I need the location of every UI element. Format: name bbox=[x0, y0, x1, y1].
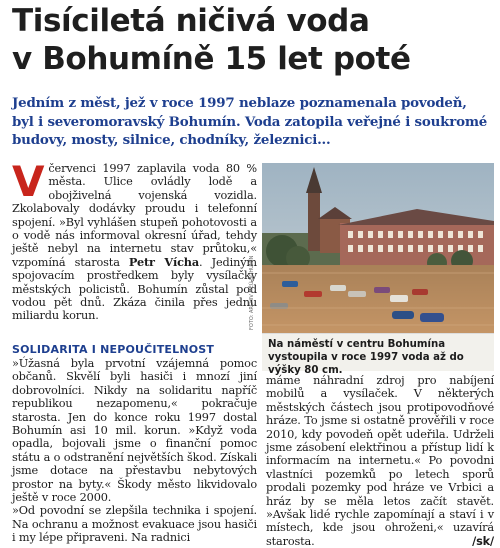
article-lead: Jedním z měst, jež v roce 1997 neblaze poznamenala povodeň, byl i severomoravský Bohumín. Voda zatopila veřejné i soukromé budovy, mosty, silnice, chodníky, železnici... bbox=[12, 95, 488, 148]
article-headline bbox=[12, 2, 492, 78]
photo-caption: Na náměstí v centru Bohumína vystoupila v roce 1997 voda až do výšky 80 cm. bbox=[262, 333, 494, 371]
flood-photo bbox=[262, 163, 494, 333]
section-subheading: SOLIDARITA I NEPOUČITELNOST bbox=[12, 343, 215, 356]
paragraph-solidarity: »Úžasná byla prvotní vzájemná pomoc občanů. Skvělí byli hasiči i mnozí jiní dobrovolníci. Nikdy na solidaritu napříč republikou nezapomenu,« pokračuje starosta. Jen do konce roku 1997 dostal Bohumín asi 10 mil. korun. »Když voda opadla, bojovali jsme o finanční pomoc státu a o odstranění největších škod. Získali jsme dotace na přestavbu nebytových prostor na byty.« Škody město likvidovalo ještě v roce 2000. bbox=[12, 357, 257, 505]
author-signature: /sk/ bbox=[472, 534, 494, 548]
paragraph-right: máme náhradní zdroj pro nabíjení mobilů a vysílaček. V některých městských částech jsou protipovodňové hráze. To jsme si ostatně prověřili v roce 2010, kdy povodeň opět udeřila. Udrželi jsme zásobení elektřinou a přístup lidí k informacím na internetu.« Po povodni vlastníci pozemků po letech sporů prodali pozemky pod hráze ve Vrbici a hráz by se měla letos začít stavět. »Avšak lidé rychle zapomínají a staví i v místech, kde jsou ohroženi,« uzavírá starosta. bbox=[266, 374, 494, 548]
photo-credit: FOTO: ARCHIV MĚÚ BOHUMÍN bbox=[249, 255, 255, 330]
flood-photo-image bbox=[262, 163, 494, 333]
intro-paragraph bbox=[12, 157, 257, 323]
mayor-name: Petr Vícha bbox=[128, 254, 200, 269]
intro-text-start: červenci 1997 zaplavila voda 80 % města. Ulice ovládly lodě a obojživelná vojenská vozidla. Zkolabovaly dodávky proudu i telefonní spojení. »Byl vyhlášen stupeň pohotovosti a o vodě nás informoval okresní úřad, tehdy ještě nebyl na internetu stav průtoku,« vzpomíná starosta bbox=[12, 162, 257, 269]
headline-line-2: v Bohumíně 15 let poté bbox=[12, 41, 411, 77]
headline-line-1: Tisíciletá ničivá voda bbox=[12, 3, 370, 39]
intro-text-end: . Jediným spojovacím prostředkem byly vysílačky městských policistů. Bohumín zůstal pod vodou pět dnů. Zkáza činila přes jednu miliardu korun. bbox=[12, 255, 257, 323]
left-column-body bbox=[12, 357, 257, 545]
paragraph-technology: »Od povodní se zlepšila technika i spojení. Na ochranu a možnost evakuace jsou hasiči i my lépe připraveni. Na radnici bbox=[12, 504, 257, 545]
right-column-body bbox=[266, 374, 494, 548]
drop-cap: V bbox=[12, 157, 45, 206]
